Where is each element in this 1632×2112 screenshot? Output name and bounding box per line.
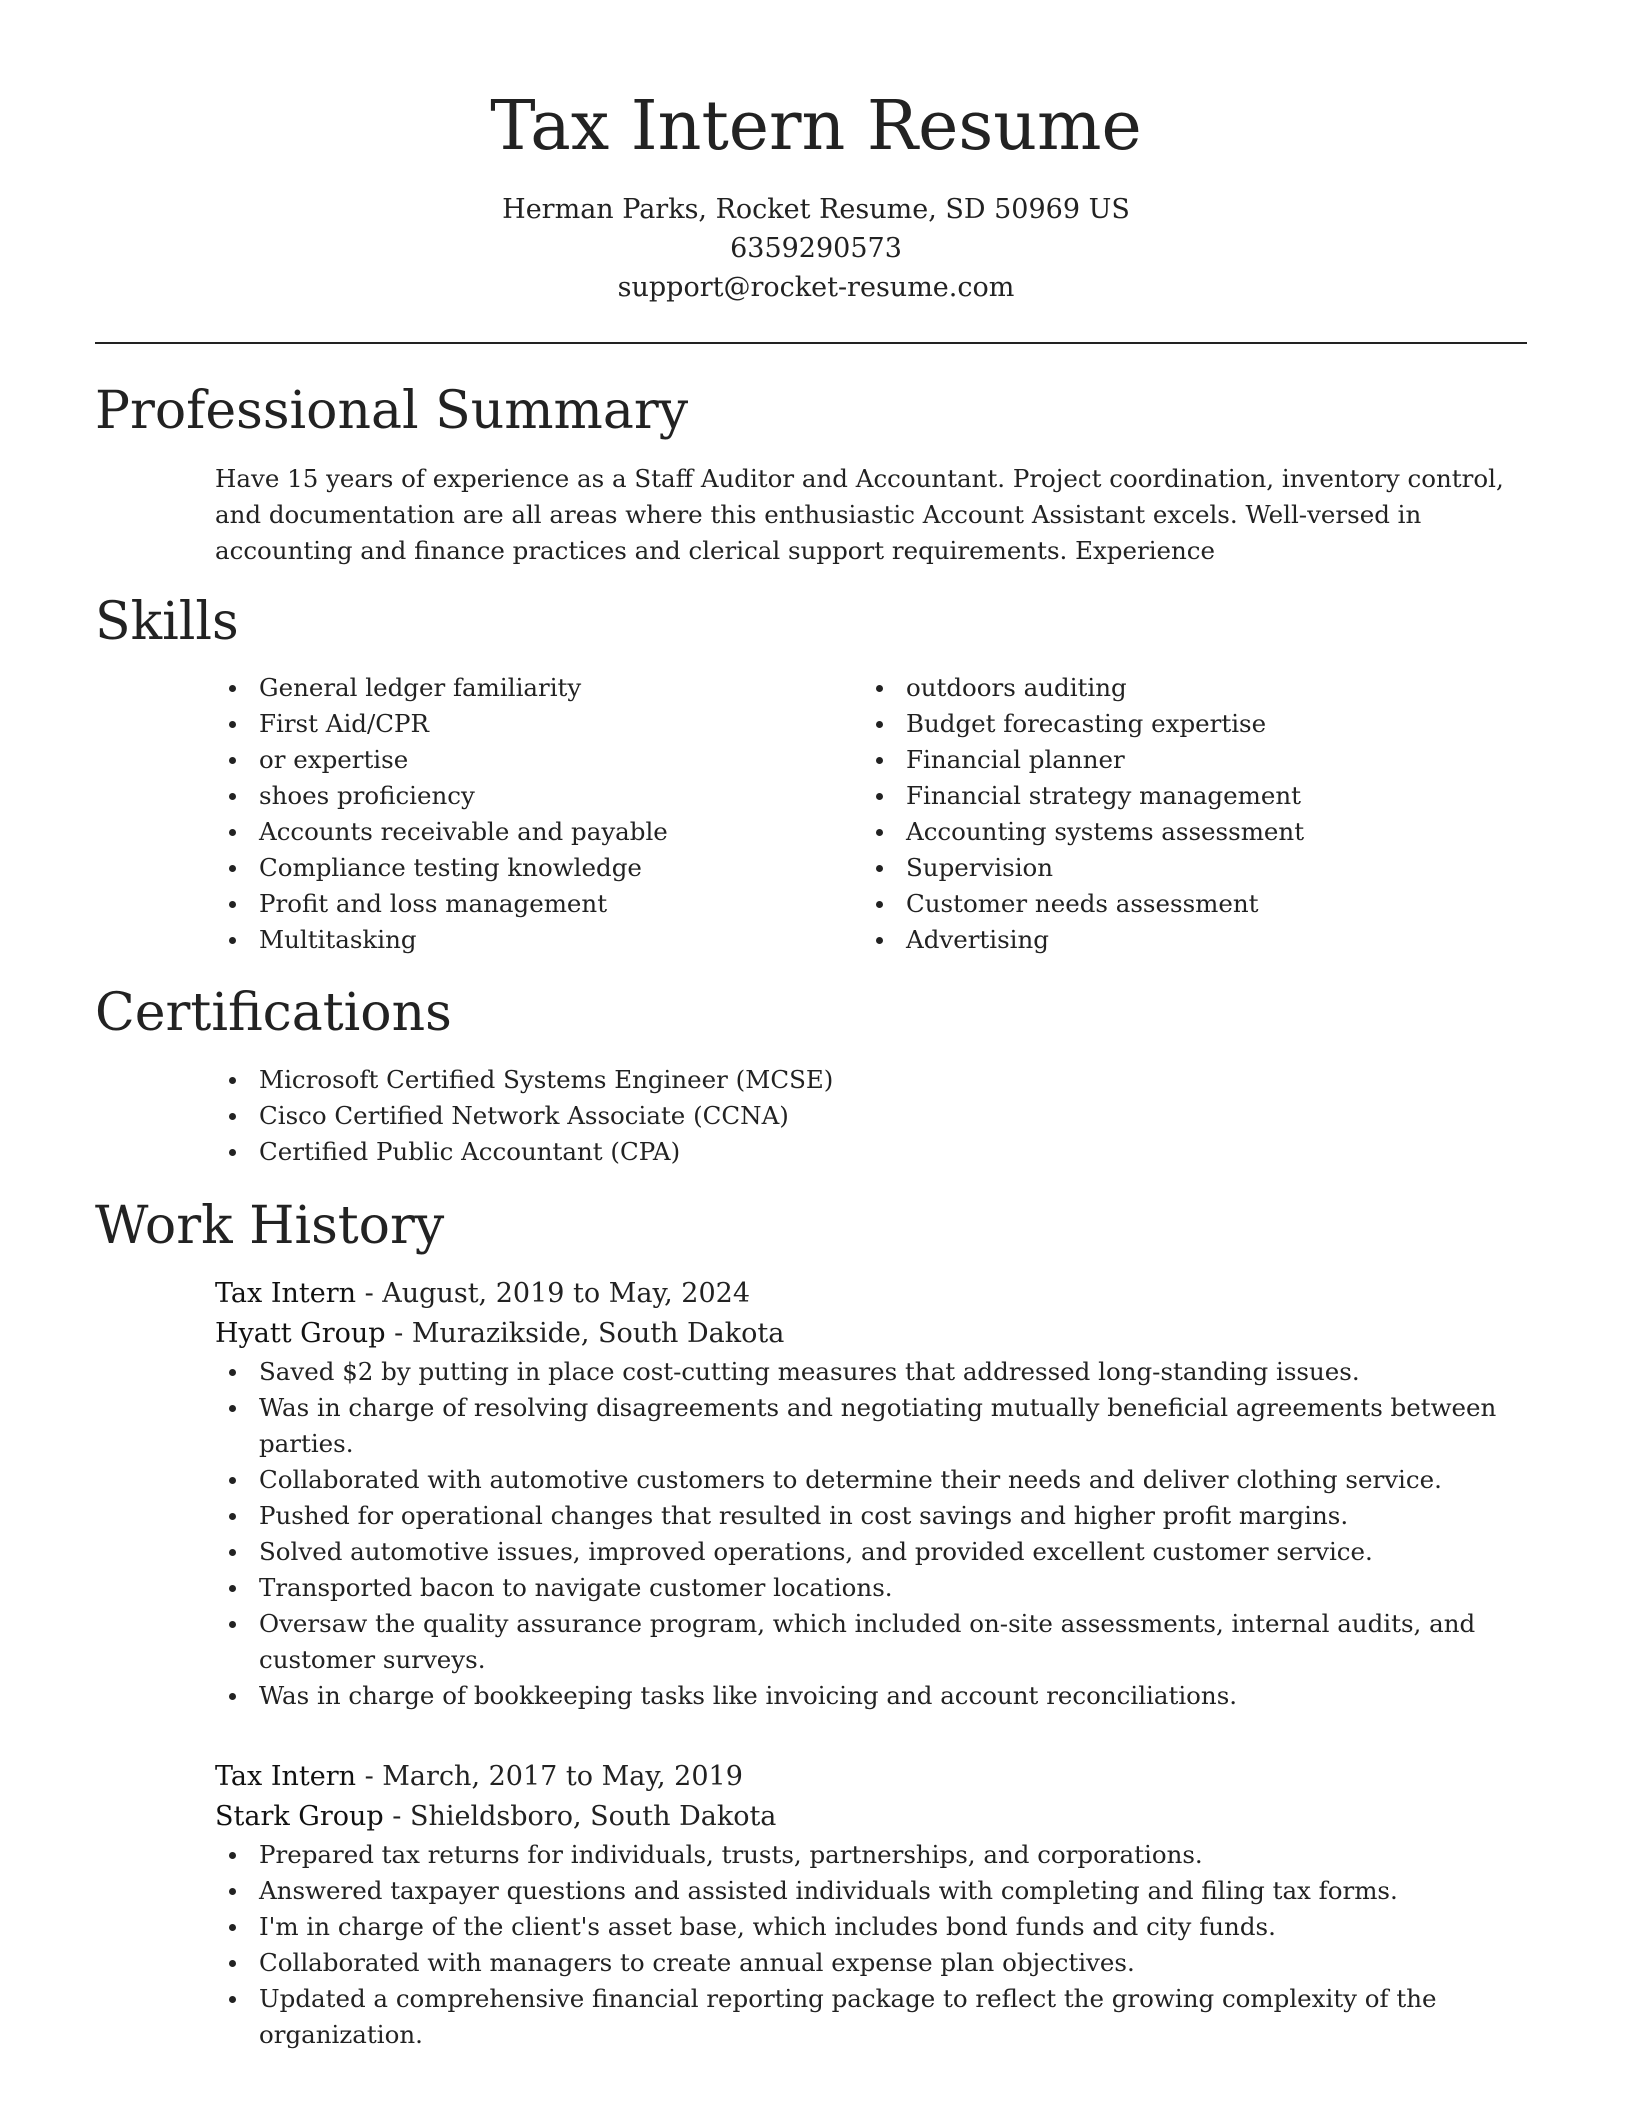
job-company-line <box>215 1797 1535 1837</box>
skill-item: Accounts receivable and payable <box>215 814 855 850</box>
job-title-line <box>215 1274 1535 1314</box>
job-bullet: Was in charge of resolving disagreements and negotiating mutually beneficial agreements between parties. <box>215 1390 1535 1462</box>
skill-item: Advertising <box>862 922 1502 958</box>
certification-item: Microsoft Certified Systems Engineer (MCSE) <box>215 1062 1535 1098</box>
job-bullet: Answered taxpayer questions and assisted individuals with completing and filing tax forms. <box>215 1873 1535 1909</box>
skill-item: or expertise <box>215 742 855 778</box>
job-entry <box>215 1757 1535 2053</box>
skill-item: Customer needs assessment <box>862 886 1502 922</box>
job-bullet: Oversaw the quality assurance program, which included on-site assessments, internal audits, and customer surveys. <box>215 1606 1535 1678</box>
skill-item: Financial strategy management <box>862 778 1502 814</box>
contact-email: support@rocket-resume.com <box>617 272 1015 303</box>
skill-item: Profit and loss management <box>215 886 855 922</box>
skill-item: Financial planner <box>862 742 1502 778</box>
job-location: - Shieldsboro, South Dakota <box>383 1801 777 1832</box>
job-company: Hyatt Group <box>215 1318 386 1349</box>
resume-title: Tax Intern Resume <box>490 87 1142 166</box>
job-bullet: Transported bacon to navigate customer locations. <box>215 1570 1535 1606</box>
job-company: Stark Group <box>215 1801 384 1832</box>
skill-item: First Aid/CPR <box>215 706 855 742</box>
job-bullet: Collaborated with managers to create annual expense plan objectives. <box>215 1945 1535 1981</box>
contact-address: Herman Parks, Rocket Resume, SD 50969 US <box>502 194 1130 225</box>
skill-item: Accounting systems assessment <box>862 814 1502 850</box>
header-divider <box>95 342 1527 344</box>
skill-item: outdoors auditing <box>862 670 1502 706</box>
job-entry <box>215 1274 1535 1714</box>
skill-item: General ledger familiarity <box>215 670 855 706</box>
skills-left-list <box>215 670 855 958</box>
certification-item: Cisco Certified Network Associate (CCNA) <box>215 1098 1535 1134</box>
skill-item: Budget forecasting expertise <box>862 706 1502 742</box>
skill-item: shoes proficiency <box>215 778 855 814</box>
skill-item: Multitasking <box>215 922 855 958</box>
skills-right-list <box>862 670 1502 958</box>
job-title-line <box>215 1757 1535 1797</box>
job-title: Tax Intern <box>215 1278 356 1309</box>
job-bullet: Pushed for operational changes that resulted in cost savings and higher profit margins. <box>215 1498 1535 1534</box>
skill-item: Compliance testing knowledge <box>215 850 855 886</box>
skills-left-column <box>215 670 855 958</box>
job-bullet: Saved $2 by putting in place cost-cutting measures that addressed long-standing issues. <box>215 1354 1535 1390</box>
certifications-heading: Certifications <box>95 983 452 1043</box>
skill-item: Supervision <box>862 850 1502 886</box>
job-dates: - August, 2019 to May, 2024 <box>356 1278 750 1309</box>
summary-heading: Professional Summary <box>95 381 689 441</box>
summary-text: Have 15 years of experience as a Staff Auditor and Accountant. Project coordination, inventory control, and documentation are all areas where this enthusiastic Account Assistant excels. Well-versed in accounting and finance practices and clerical support requirements. Experience <box>215 464 1504 565</box>
job-bullet: Solved automotive issues, improved operations, and provided excellent customer service. <box>215 1534 1535 1570</box>
certification-item: Certified Public Accountant (CPA) <box>215 1134 1535 1170</box>
job-location: - Murazikside, South Dakota <box>385 1318 785 1349</box>
job-bullets <box>215 1837 1535 2053</box>
job-bullet: I'm in charge of the client's asset base, which includes bond funds and city funds. <box>215 1909 1535 1945</box>
contact-info <box>0 190 1632 307</box>
contact-phone: 6359290573 <box>730 233 902 264</box>
job-company-line <box>215 1314 1535 1354</box>
job-title: Tax Intern <box>215 1761 356 1792</box>
certifications-list <box>215 1062 1535 1170</box>
job-bullets <box>215 1354 1535 1714</box>
job-bullet: Prepared tax returns for individuals, trusts, partnerships, and corporations. <box>215 1837 1535 1873</box>
job-bullet: Updated a comprehensive financial reporting package to reflect the growing complexity of the organization. <box>215 1981 1535 2053</box>
skills-right-column <box>862 670 1502 958</box>
job-bullet: Collaborated with automotive customers to determine their needs and deliver clothing service. <box>215 1462 1535 1498</box>
skills-heading: Skills <box>95 592 239 652</box>
work-history-heading: Work History <box>95 1196 445 1256</box>
job-bullet: Was in charge of bookkeeping tasks like invoicing and account reconciliations. <box>215 1678 1535 1714</box>
job-dates: - March, 2017 to May, 2019 <box>356 1761 743 1792</box>
certifications-block <box>215 1062 1535 1170</box>
